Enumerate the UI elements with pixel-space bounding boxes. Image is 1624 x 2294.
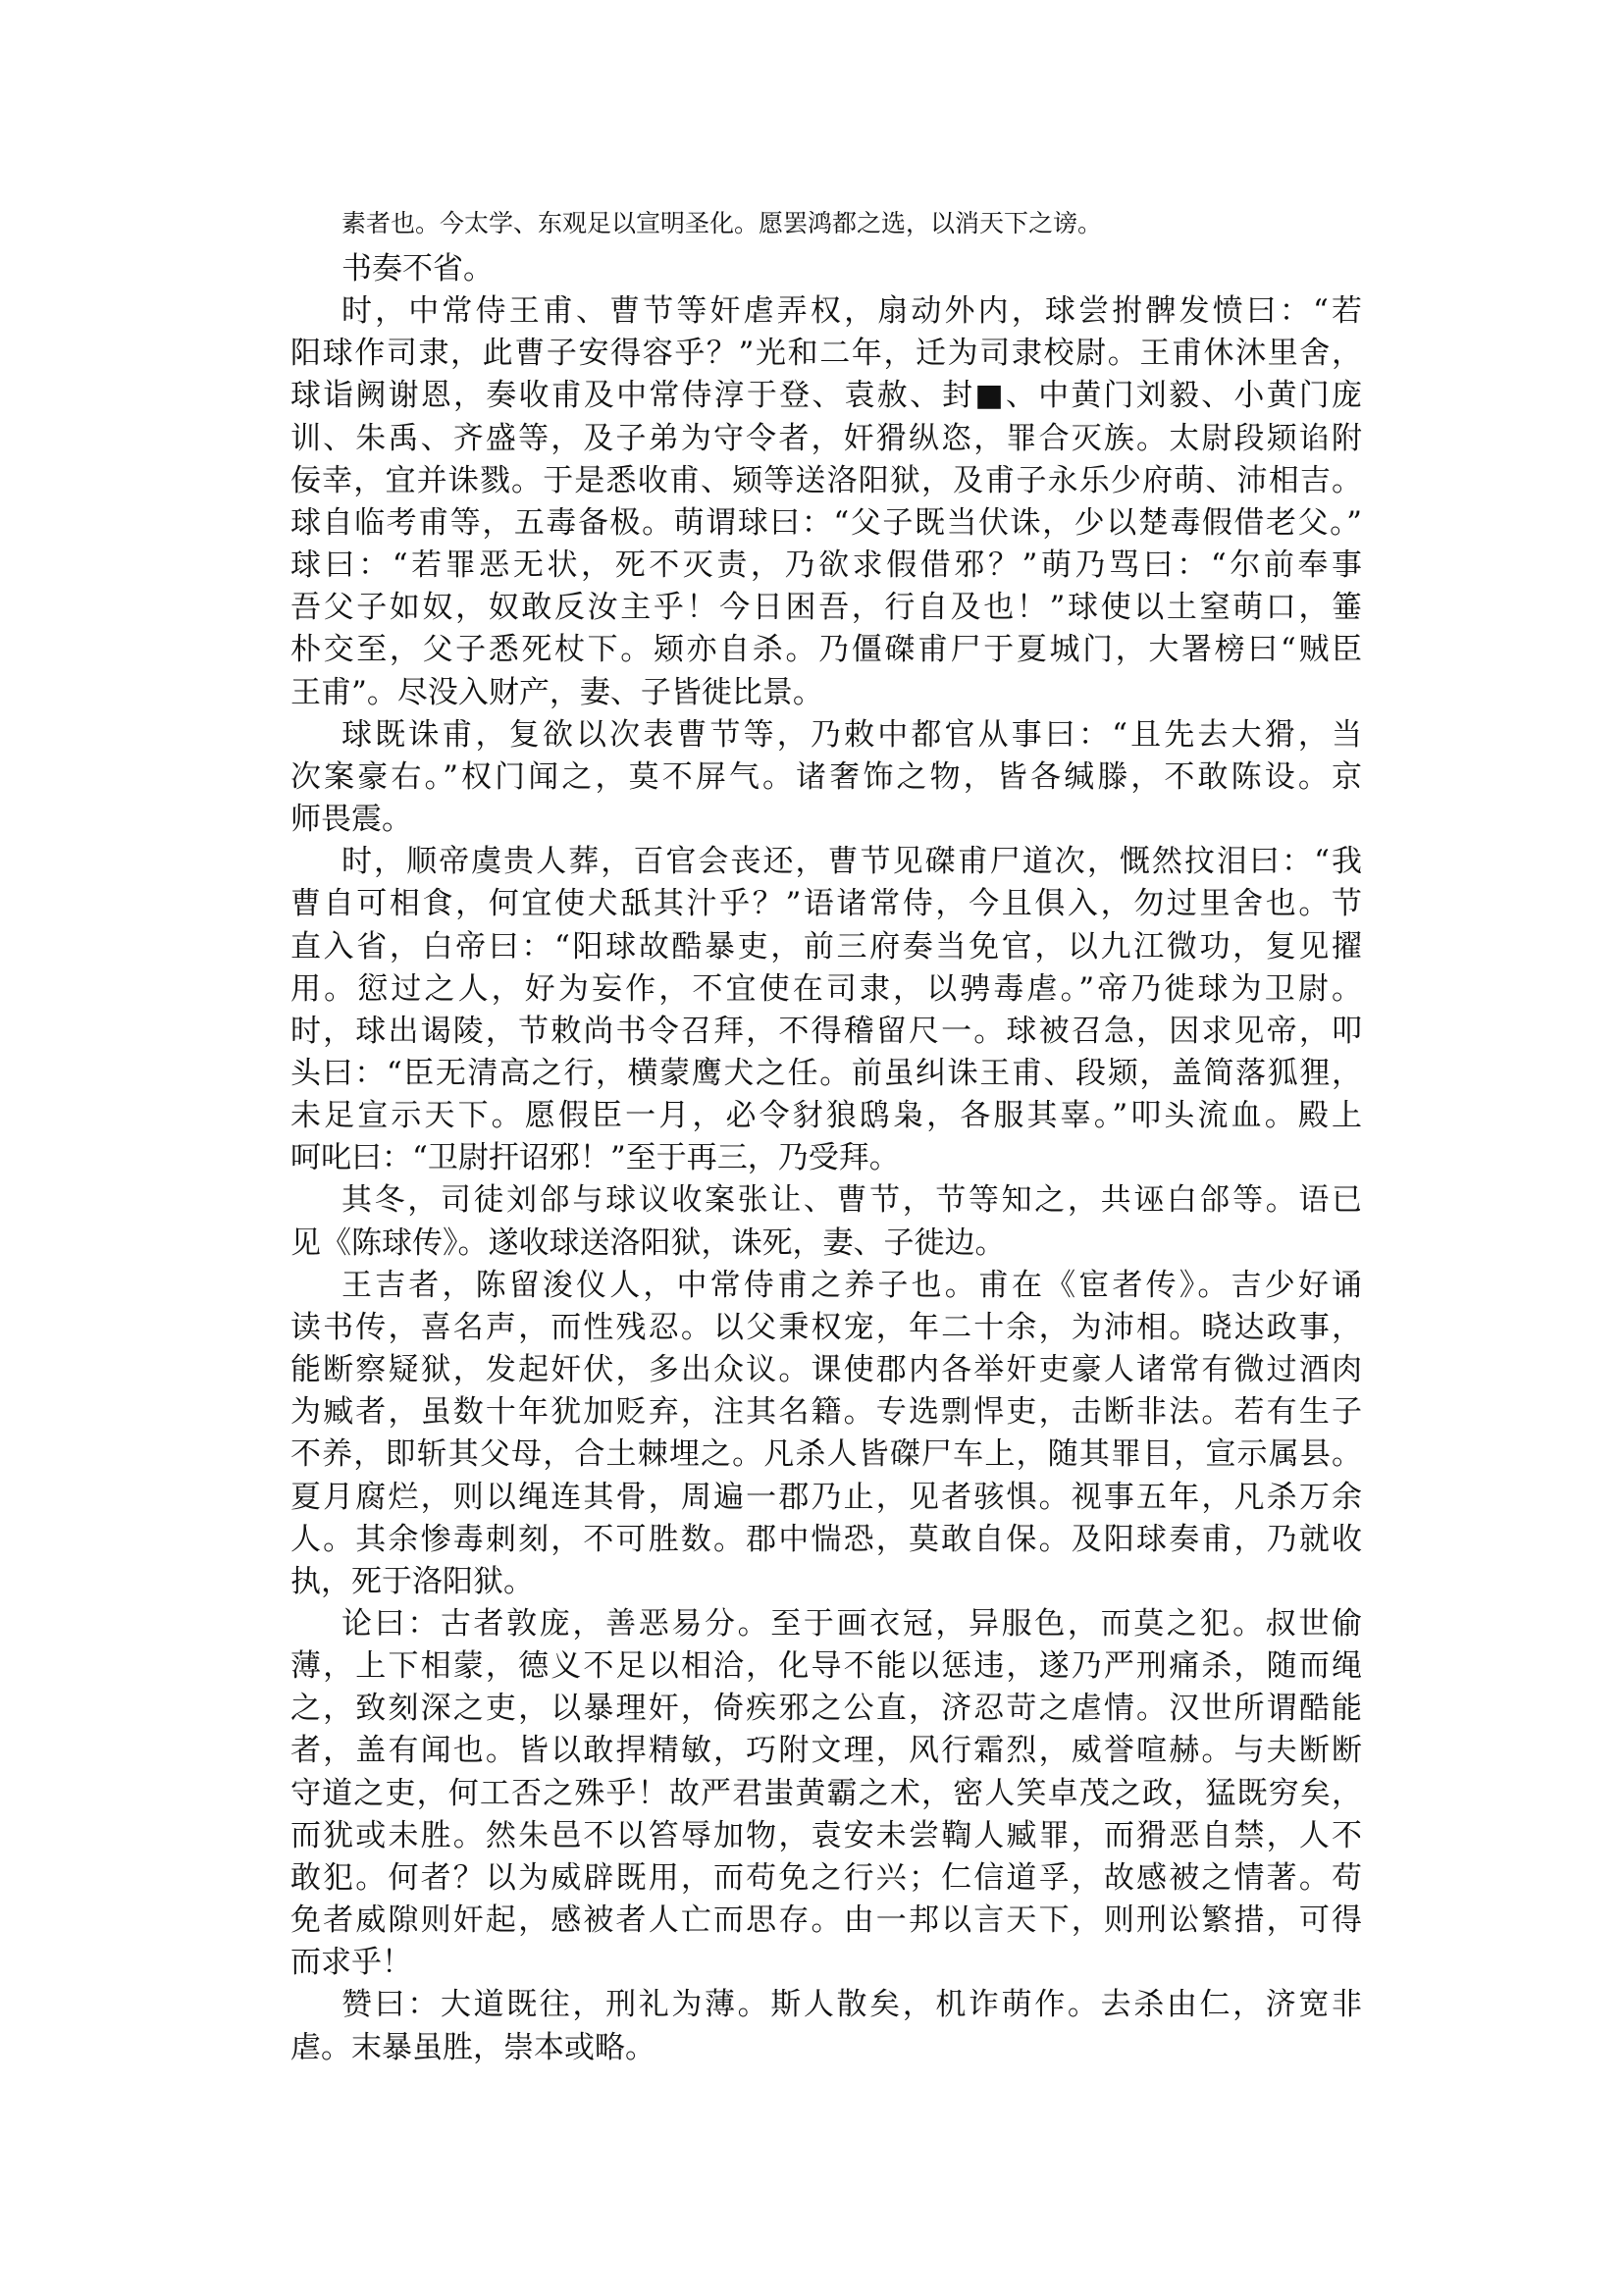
text-line: 虐。末暴虽胜，崇本或略。	[290, 2029, 655, 2065]
text-line: 吾父子如奴，奴敢反汝主乎！今日困吾，行自及也！”球使以土窒萌口，箠	[290, 590, 1362, 626]
text-line: 王甫”。尽没入财产，妻、子皆徙比景。	[290, 674, 823, 710]
text-line: 曹自可相食，何宜使犬舐其汁乎？”语诸常侍，今且俱入，勿过里舍也。节	[290, 886, 1362, 922]
text-line: 守道之吏，何工否之殊乎！故严君蚩黄霸之术，密人笑卓茂之政，猛既穷矣，	[290, 1775, 1362, 1811]
text-line: 师畏震。	[290, 802, 412, 838]
paragraph	[290, 714, 1362, 841]
text-line: 呵叱曰：“卫尉扞诏邪！”至于再三，乃受拜。	[290, 1140, 900, 1176]
paragraph	[290, 1179, 1362, 1264]
paragraph	[290, 1265, 1362, 1603]
quote-continuation: 素者也。今太学、东观足以宣明圣化。愿罢鸿都之选，以消天下之谤。	[341, 209, 1103, 237]
text-line: 用。愆过之人，好为妄作，不宜使在司隶，以骋毒虐。”帝乃徙球为卫尉。	[290, 970, 1362, 1007]
text-line: 执，死于洛阳狱。	[290, 1563, 534, 1599]
paragraph	[290, 248, 1362, 290]
text-line: 未足宣示天下。愿假臣一月，必令豺狼鸱枭，各服其辜。”叩头流血。殿上	[290, 1098, 1362, 1134]
paragraph	[290, 1984, 1362, 2068]
text-line: 不养，即斩其父母，合土棘埋之。凡杀人皆磔尸车上，随其罪目，宣示属县。	[290, 1436, 1362, 1473]
text-line: 阳球作司隶，此曹子安得容乎？”光和二年，迁为司隶校尉。王甫休沐里舍，	[290, 336, 1362, 372]
text-line: 次案豪右。”权门闻之，莫不屏气。诸奢饰之物，皆各缄滕，不敢陈设。京	[290, 758, 1362, 795]
text-line: 敢犯。何者？以为威辟既用，而苟免之行兴；仁信道孚，故感被之情著。苟	[290, 1859, 1362, 1896]
text-line: 而求乎！	[290, 1945, 412, 1981]
text-line: 时，中常侍王甫、曹节等奸虐弄权，扇动外内，球尝拊髀发愤曰：“若	[341, 293, 1362, 330]
text-line: 训、朱禹、齐盛等，及子弟为守令者，奸猾纵恣，罪合灭族。太尉段颎谄附	[290, 420, 1362, 456]
text-line: 直入省，白帝曰：“阳球故酷暴吏，前三府奏当免官，以九江微功，复见擢	[290, 928, 1362, 965]
text-line: 赞曰：大道既往，刑礼为薄。斯人散矣，机诈萌作。去杀由仁，济宽非	[341, 1987, 1362, 2023]
text-line: 而犹或未胜。然朱邑不以笞辱加物，袁安未尝鞫人臧罪，而猾恶自禁，人不	[290, 1817, 1362, 1853]
text-line: 免者威隙则奸起，感被者人亡而思存。由一邦以言天下，则刑讼繁措，可得	[290, 1903, 1362, 1939]
text-line: 朴交至，父子悉死杖下。颎亦自杀。乃僵磔甫尸于夏城门，大署榜曰“贼臣	[290, 632, 1362, 668]
text-line: 头曰：“臣无清高之行，横蒙鹰犬之任。前虽纠诛王甫、段颎，盖简落狐狸，	[290, 1055, 1362, 1091]
text-line: 薄，上下相蒙，德义不足以相洽，化导不能以惩违，遂乃严刑痛杀，随而绳	[290, 1648, 1362, 1685]
text-line: 球既诛甫，复欲以次表曹节等，乃敕中都官从事曰：“且先去大猾，当	[341, 716, 1362, 753]
text-line: 论曰：古者敦庞，善恶易分。至于画衣冠，异服色，而莫之犯。叔世偷	[341, 1606, 1362, 1642]
text-line: 能断察疑狱，发起奸伏，多出众议。课使郡内各举奸吏豪人诸常有微过酒肉	[290, 1352, 1362, 1388]
text-line: 球自临考甫等，五毒备极。萌谓球曰：“父子既当伏诛，少以楚毒假借老父。”	[290, 504, 1362, 541]
text-line: 之，致刻深之吏，以暴理奸，倚疾邪之公直，济忍苛之虐情。汉世所谓酷能	[290, 1691, 1362, 1727]
text-line: 夏月腐烂，则以绳连其骨，周遍一郡乃止，见者骇惧。视事五年，凡杀万余	[290, 1479, 1362, 1515]
paragraph	[290, 290, 1362, 714]
text-line: 书奏不省。	[341, 251, 494, 287]
text-line: 其冬，司徒刘郃与球议收案张让、曹节，节等知之，共诬白郃等。语已	[341, 1182, 1362, 1219]
text-line: 人。其余惨毒刺刻，不可胜数。郡中惴恐，莫敢自保。及阳球奏甫，乃就收	[290, 1521, 1362, 1557]
text-line: 见《陈球传》。遂收球送洛阳狱，诛死，妻、子徙边。	[290, 1225, 1006, 1261]
text-line: 为臧者，虽数十年犹加贬弃，注其名籍。专选剽悍吏，击断非法。若有生子	[290, 1394, 1362, 1431]
text-line: 读书传，喜名声，而性残忍。以父秉权宠，年二十余，为沛相。晓达政事，	[290, 1309, 1362, 1345]
text-line: 者，盖有闻也。皆以敢捍精敏，巧附文理，风行霜烈，威誉喧赫。与夫断断	[290, 1733, 1362, 1769]
text-line: 王吉者，陈留浚仪人，中常侍甫之养子也。甫在《宦者传》。吉少好诵	[341, 1267, 1362, 1303]
text-line: 时，顺帝虞贵人葬，百官会丧还，曹节见磔甫尸道次，慨然抆泪曰：“我	[341, 844, 1362, 880]
body-text	[290, 248, 1362, 2069]
paragraph	[290, 841, 1362, 1179]
text-line: 时，球出谒陵，节敕尚书令召拜，不得稽留尺一。球被召急，因求见帝，叩	[290, 1013, 1362, 1049]
text-line: 佞幸，宜并诛戮。于是悉收甫、颎等送洛阳狱，及甫子永乐少府萌、沛相吉。	[290, 462, 1362, 498]
paragraph	[290, 1603, 1362, 1984]
text-line: 球曰：“若罪恶无状，死不灭责，乃欲求假借邪？”萌乃骂曰：“尔前奉事	[290, 547, 1362, 584]
text-line: 球诣阙谢恩，奏收甫及中常侍淳于登、袁赦、封■、中黄门刘毅、小黄门庞	[290, 378, 1362, 414]
